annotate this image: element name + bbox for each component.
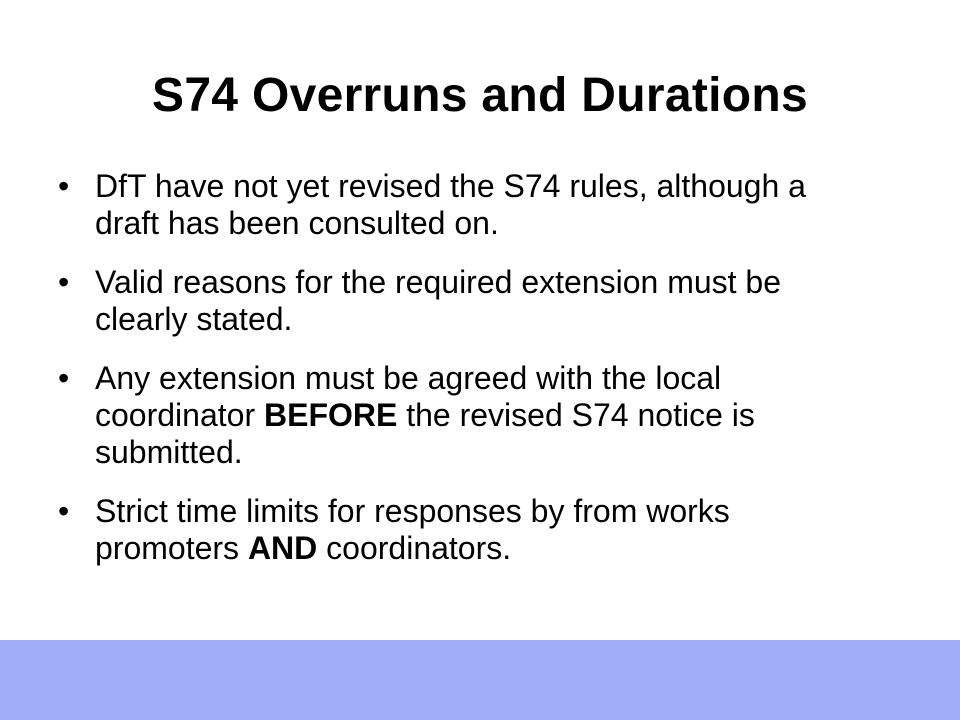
bullet-text-segment: DfT have not yet revised the S74 rules, although a draft has been consulted on. bbox=[95, 168, 806, 241]
bullet-text-segment: coordinators. bbox=[317, 530, 512, 566]
bullet-dot-icon: • bbox=[58, 360, 70, 396]
bullet-text bbox=[95, 360, 755, 470]
bullet-dot-icon: • bbox=[58, 493, 70, 529]
bullet-text bbox=[95, 168, 806, 241]
bullet-text-segment: the revised S74 notice is submitted. bbox=[95, 397, 755, 470]
footer-band bbox=[0, 640, 960, 720]
bullet-dot-icon: • bbox=[58, 168, 70, 204]
bullet-emphasis-before: BEFORE bbox=[263, 397, 398, 433]
bullet-emphasis-and: AND bbox=[247, 530, 318, 566]
bullet-list bbox=[58, 168, 878, 589]
bullet-item bbox=[58, 493, 878, 567]
slide-title: S74 Overruns and Durations bbox=[152, 69, 808, 122]
bullet-dot-icon: • bbox=[58, 264, 70, 300]
bullet-item bbox=[58, 264, 878, 338]
bullet-text bbox=[95, 264, 781, 337]
bullet-item bbox=[58, 360, 878, 471]
bullet-text-segment: Valid reasons for the required extension must be clearly stated. bbox=[95, 264, 782, 337]
bullet-item bbox=[58, 168, 878, 242]
bullet-text-segment: Strict time limits for responses by from works promoters bbox=[95, 493, 730, 566]
bullet-text-segment: Any extension must be agreed with the local coordinator bbox=[95, 360, 722, 433]
bullet-text bbox=[95, 493, 730, 566]
